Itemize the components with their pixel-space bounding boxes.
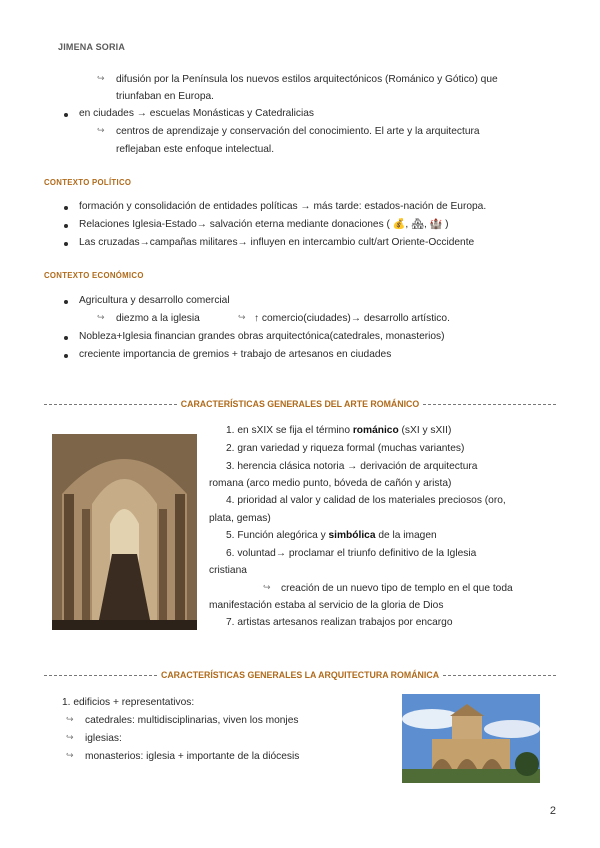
- intro-sub2-line2: reflejaban este enfoque intelectual.: [116, 144, 275, 155]
- arte-item-1-post: (sXI y sXII): [398, 425, 452, 436]
- section-title-economico: CONTEXTO ECONÓMICO: [44, 271, 144, 280]
- section-title-arquitectura: CARACTERÍSTICAS GENERALES LA ARQUITECTURA ROMÁNICA: [160, 670, 440, 680]
- bullet-icon: [64, 300, 68, 304]
- bullet-icon: [64, 206, 68, 210]
- bullet-icon: [64, 242, 68, 246]
- arquitectura-item-1: 1. edificios + representativos:: [62, 697, 195, 708]
- sub-arrow-icon: ↪: [66, 714, 74, 724]
- divider-dash: [423, 404, 556, 405]
- sub-arrow-icon: ↪: [97, 125, 105, 135]
- arte-item-7: 7. artistas artesanos realizan trabajos por encargo: [226, 617, 453, 628]
- economico-item2: Nobleza+Iglesia financian grandes obras arquitectónica(catedrales, monasterios): [79, 331, 445, 342]
- sub-arrow-icon: ↪: [97, 312, 105, 322]
- bullet-icon: [64, 336, 68, 340]
- cathedral-interior-photo: [52, 434, 197, 630]
- arte-item-5-bold: simbólica: [328, 530, 376, 541]
- arte-item-5-pre: 5. Función alegórica y: [226, 530, 329, 541]
- arte-item-6d: manifestación estaba al servicio de la gloria de Dios: [209, 600, 444, 611]
- politico-item: Relaciones Iglesia-Estado→ salvación eterna mediante donaciones ( 💰, 🏘, 🏰 ): [79, 219, 449, 230]
- politico-item: formación y consolidación de entidades políticas → más tarde: estados-nación de Europa.: [79, 201, 487, 212]
- sub-arrow-icon: ↪: [238, 312, 246, 322]
- divider-dash: [44, 675, 157, 676]
- arquitectura-sub-3: monasterios: iglesia + importante de la diócesis: [85, 751, 300, 762]
- arte-item-4a: 4. prioridad al valor y calidad de los materiales preciosos (oro,: [226, 495, 506, 506]
- sub-arrow-icon: ↪: [97, 73, 105, 83]
- arte-item-3b: romana (arco medio punto, bóveda de cañón y arista): [209, 478, 452, 489]
- arte-item-2: 2. gran variedad y riqueza formal (muchas variantes): [226, 443, 465, 454]
- arte-item-1-bold: románico: [352, 425, 399, 436]
- cathedral-illustration: [52, 434, 197, 630]
- arte-item-6b: cristiana: [209, 565, 247, 576]
- arte-item-4b: plata, gemas): [209, 513, 271, 524]
- arte-item-6a: 6. voluntad→ proclamar el triunfo definitivo de la Iglesia: [226, 548, 477, 559]
- church-illustration: [402, 694, 540, 783]
- intro-item2: en ciudades → escuelas Monásticas y Catedralicias: [79, 108, 314, 119]
- divider-dash: [44, 404, 177, 405]
- arte-item-6c: creación de un nuevo tipo de templo en el que toda: [281, 583, 513, 594]
- section-title-arte: CARACTERÍSTICAS GENERALES DEL ARTE ROMÁNICO: [180, 399, 420, 409]
- sub-arrow-icon: ↪: [263, 582, 271, 592]
- economico-item1: Agricultura y desarrollo comercial: [79, 295, 230, 306]
- section-divider-arquitectura: [44, 668, 556, 682]
- arte-item-5-post: de la imagen: [375, 530, 437, 541]
- economico-item3: creciente importancia de gremios + trabajo de artesanos en ciudades: [79, 349, 392, 360]
- bullet-icon: [64, 354, 68, 358]
- intro-sub1-line1: difusión por la Península los nuevos estilos arquitectónicos (Románico y Gótico) que: [116, 74, 498, 85]
- politico-item: Las cruzadas→campañas militares→ influyen en intercambio cult/art Oriente-Occidente: [79, 237, 475, 248]
- economico-sub1b: ↑ comercio(ciudades)→ desarrollo artístico.: [254, 313, 450, 324]
- section-title-politico: CONTEXTO POLÍTICO: [44, 178, 132, 187]
- section-divider-arte: [44, 397, 556, 411]
- author-name: JIMENA SORIA: [58, 42, 126, 52]
- divider-dash: [443, 675, 556, 676]
- sub-arrow-icon: ↪: [66, 732, 74, 742]
- arte-item-1: [226, 425, 451, 436]
- page-number: 2: [549, 805, 556, 817]
- arquitectura-sub-1: catedrales: multidisciplinarias, viven los monjes: [85, 715, 299, 726]
- arquitectura-sub-2: iglesias:: [85, 733, 122, 744]
- intro-sub2-line1: centros de aprendizaje y conservación del conocimiento. El arte y la arquitectura: [116, 126, 480, 137]
- arte-item-3a: 3. herencia clásica notoria → derivación de arquitectura: [226, 461, 478, 472]
- bullet-icon: [64, 224, 68, 228]
- economico-sub1a: diezmo a la iglesia: [116, 313, 200, 324]
- intro-sub1-line2: triunfaban en Europa.: [116, 91, 214, 102]
- romanesque-church-photo: [402, 694, 540, 783]
- bullet-icon: [64, 113, 68, 117]
- sub-arrow-icon: ↪: [66, 750, 74, 760]
- arte-item-1-pre: 1. en sXIX se fija el término: [226, 425, 353, 436]
- arte-item-5: [226, 530, 437, 541]
